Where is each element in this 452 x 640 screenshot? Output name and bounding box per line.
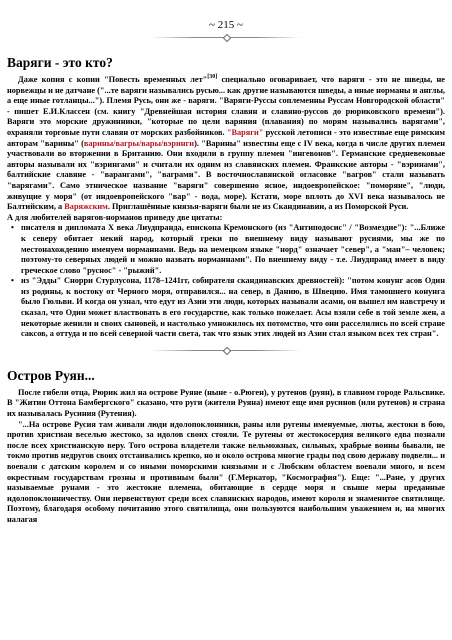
paragraph-ruyan-1: После гибели отца, Рюрик жил на острове Руяне (ныне - о.Рюген), у рутенов (руян), в главном городе Ральсвике. В "Житии Оттона Бамбергского" сказано, что руги (жители Руяна) имеют еще имя русинов (или рутенов) и страна их называлась Русиния (Рутения). bbox=[7, 387, 445, 419]
text-run: ). "Варины" известны еще с IV века, когда в числе других племен участвовали во вторжении в Британию. Они входили в группу племен "ингевонов". Германские средневековые авторы называли их "вэрингами" и считали их одним из славянских племен. Франкские авторы - "вэринами", балтийские славяне - "варангами", "ваграми". В восточнославянской огласовке "вагров" стали называть "варягами". Само этническое название "варяги" совершенно ясное, индоевропейское: "поморяне", "люди, живущие у моря" (от индоевропейского "вар" - вода, море). Кстати, море вплоть до XVI века называлось не Балтийским, а bbox=[7, 138, 445, 212]
list-item-edda bbox=[11, 276, 445, 340]
text-run: русской летописи - это известные еще римским авторам "варины" ( bbox=[7, 127, 445, 148]
highlighted-term: варины/вагры/вары/вэринги bbox=[83, 138, 195, 148]
list-item-liudprand bbox=[11, 223, 445, 276]
paragraph-varangians-intro bbox=[7, 75, 445, 213]
text-run: . Приглашённые князья-варяги были не из Скандинавии, а из Поморской Руси. bbox=[107, 202, 409, 212]
quote-list bbox=[7, 223, 445, 340]
text-run: специально оговаривает, что варяги - это не шведы, не норвежцы и не датчане ("...те варяги назывались русью... как другие называются шведы, а иные норманы и англы, а еще иные готланцы..."). Племя Русь, они же - варяги. "Варяги-Руссы соплеменны Руссам Новгородской области" - пишет Е.И.Классен (см. книгу "Древнейшая история славян и славяно-руссов до рюриковского времени"). Варяги это морские дружинники, "которые по цели варяния (плавания) по морям назывались варягами", охраняли торговые пути славян от морских разбойников. bbox=[7, 75, 445, 137]
paragraph-quotes-intro: А для любителей варягов-норманов приведу две цитаты: bbox=[7, 212, 223, 222]
bullet-icon: • bbox=[11, 223, 14, 233]
footnote-ref: [30] bbox=[207, 74, 218, 81]
text-run: Даже копия с копии "Повесть временных лет" bbox=[18, 75, 208, 84]
page-number: ~ 215 ~ bbox=[209, 19, 243, 31]
section-title-varangians: Варяги - это кто? bbox=[7, 55, 113, 70]
bullet-icon: • bbox=[11, 276, 14, 286]
paragraph-ruyan-2: "...На острове Русия там живали люди идолопоклонники, раны или ругены именуемые, люты, жестоки в бою, против христиан веселью жестоко, за идолов своих стояли. Те рутены от жестокосердия великого едва познали после всех христианскую веру. Того острова владетели также вельможных, сильных, храбрые воины бывали, не токмо против недругов своих отстаивались крепко, но и около острова многие грады под свою державу подвели... и воевали с датским королем и со иными поморскими князьями и с Любским областем воевали много, и всем окрестным государствам грозны и противным были" (Г.Меркатор, "Космография"). Еще: "...Ране, у других называемые рунами - это жестокие племена, обитающие в сердце моря и свыше меры преданные идолопоклонничеству. Они первенствуют среди всех славянских народов, имеют короля и знаменитое святилище. Поэтому, благодаря особому почитанию этого святилища, они пользуются наибольшим уважением и, на многих налагая bbox=[7, 419, 445, 524]
highlighted-term: Варяжским bbox=[64, 202, 108, 212]
highlighted-term: "Варяги" bbox=[226, 127, 264, 137]
quote-text: писателя и дипломата X века Лиудпранда, епископа Кремонского (из "Антиподосис" / "Возмездие"): "...Ближе к северу обитает некий народ, который греки по внешнему виду называют русиями, мы же по местонахождению именуем норманнами. Ведь на немецком языке "норд" означает "север", а "ман"– человек; поэтому-то северных людей и можно назвать норманнами". По внешнему виду - т.е. Лиудпранд имеет в виду греческое слово "руснос" - "рыжий". bbox=[21, 223, 445, 275]
ornamental-divider bbox=[151, 35, 301, 41]
section-title-ruyan-island: Остров Руян... bbox=[7, 367, 95, 383]
quote-text: из "Эдды" Снорри Стурлусона, 1178–1241гг, собирателя скандинавских древностей): "потом конунг асов Один из родины, к востоку от Черного моря, отправился... на север, в Данию, в Швецию. Имя тамошнего конунга было Гюльви. И когда он узнал, что едут из Азии эти люди, которых называли асами, он вышел им навстречу и сказал, что Один может властвовать в его государстве, как только пожелает. Асы взяли себе в той земле жен, а некоторые женили и своих сыновей, и настолько умножилось их потомство, что они расселились по всей стране саксов, а оттуда и по всей северной части света, так что язык этих людей из Азии стал языком всех тех стран". bbox=[21, 276, 445, 339]
ornamental-divider bbox=[151, 348, 301, 354]
